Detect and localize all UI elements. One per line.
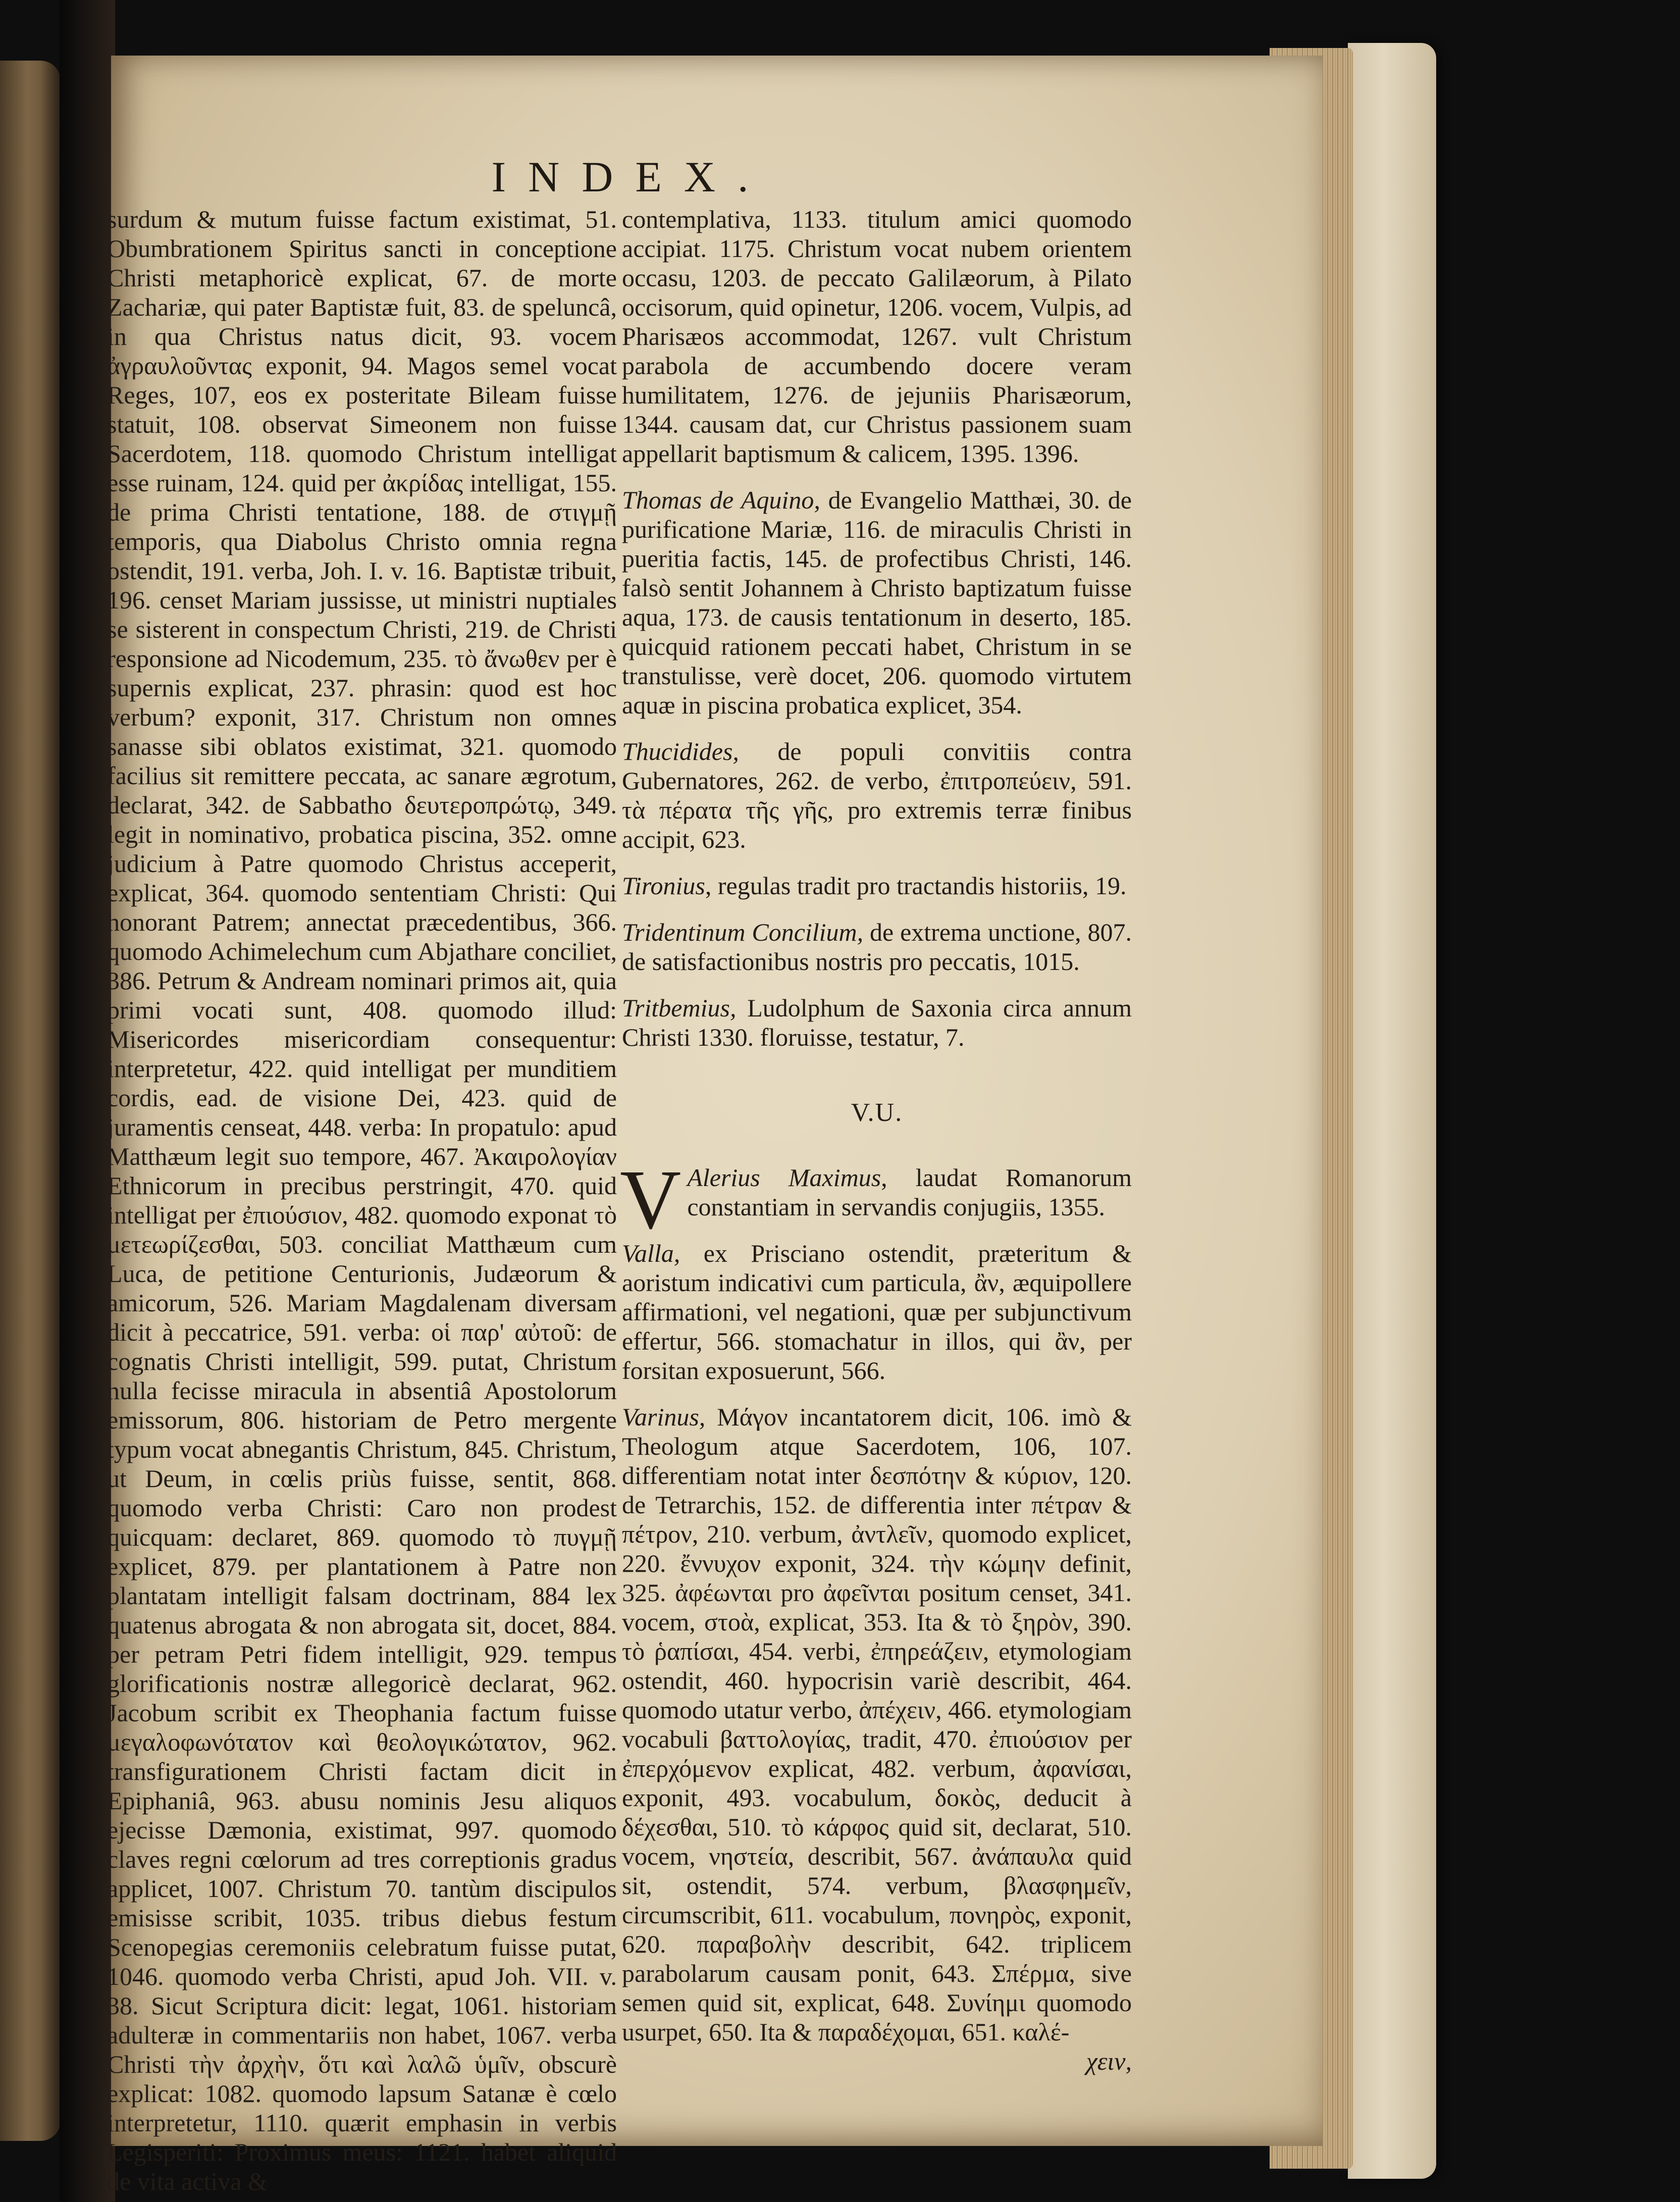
entry-text: de extrema unctione, 807. de satisfactionibus nostris pro peccatis, 1015. <box>622 918 1132 976</box>
entry-name: Alerius Maximus <box>687 1163 881 1192</box>
index-entry-varinus <box>622 1402 1132 2046</box>
entry-text: , laudat Romanorum constantiam in servandis conjugiis, 1355. <box>687 1163 1132 1221</box>
section-letter-heading: V.U. <box>851 1098 903 1127</box>
index-entry-thomas-de-aquino <box>622 485 1132 720</box>
facing-left-page-edge <box>0 61 61 2141</box>
entry-text: , regulas tradit pro tractandis historiis, 19. <box>705 872 1127 900</box>
entry-name: Tironius <box>622 872 705 900</box>
entry-text: Μάγον incantatorem dicit, 106. imò & Theologum atque Sacerdotem, 106, 107. differentiam notat inter δεσπότην & κύριον, 120. de Tetrarchis, 152. de differentia inter πέτραν & πέτρον, 210. verbum, ἀντλεῖν, quomodo explicet, 220. ἔννυχον exponit, 324. τὴν κώμην definit, 325. ἀφέωνται pro ἀφεῖνται positum censet, 341. vocem, στοὰ, explicat, 353. Ita & τὸ ξηρὸν, 390. τὸ ῥαπίσαι, 454. verbi, ἐπηρεάζειν, etymologiam ostendit, 460. hypocrisin variè describit, 464. quomodo utatur verbo, ἀπέχειν, 466. etymologiam vocabuli βαττολογίας, tradit, 470. ἐπιούσιον per ἐπερχόμενον explicat, 482. verbum, ἀφανίσαι, exponit, 493. vocabulum, δοκὸς, deducit à δέχεσθαι, 510. τὸ κάρφος quid sit, declarat, 510. vocem, νηστεία, describit, 567. ἀνάπαυλα quid sit, ostendit, 574. verbum, βλασφημεῖν, circumscribit, 611. vocabulum, πονηρὸς, exponit, 620. παραβολὴν describit, 642. triplicem parabolarum causam ponit, 643. Σπέρμα, sive semen quid sit, explicat, 648. Συνίημι quomodo usurpet, 650. Ita & παραδέχομαι, 651. καλέ- <box>622 1403 1132 2046</box>
entry-name: Tridentinum Concilium, <box>622 918 864 946</box>
entry-text: de Evangelio Matthæi, 30. de purificatione Mariæ, 116. de miraculis Christi in pueritia factis, 145. de profectibus Christi, 146. falsò sentit Johannem à Christo baptizatum fuisse aqua, 173. de causis tentationum in deserto, 185. quicquid rationem peccati habet, Christum in se transtulisse, verè docet, 206. quomodo virtutem aquæ in piscina probatica explicet, 354. <box>622 486 1132 719</box>
index-entry-thucidides <box>622 737 1132 854</box>
right-column <box>622 204 1132 2076</box>
entry-name: Thomas de Aquino, <box>622 486 820 514</box>
index-entry-continuation-left: surdum & mutum fuisse factum existimat, 51. Obumbrationem Spiritus sancti in conceptione Christi metaphoricè explicat, 67. de morte Zachariæ, qui pater Baptistæ fuit, 83. de speluncâ, in qua Christus natus dicit, 93. vocem ἀγραυλοῦντας exponit, 94. Magos semel vocat Reges, 107, eos ex posteritate Bileam fuisse statuit, 108. observat Simeonem non fuisse Sacerdotem, 118. quomodo Christum intelligat esse ruinam, 124. quid per ἀκρίδας intelligat, 155. de prima Christi tentatione, 188. de στιγμῇ temporis, qua Diabolus Christo omnia regna ostendit, 191. verba, Joh. I. v. 16. Baptistæ tribuit, 196. censet Mariam jussisse, ut ministri nuptiales se sisterent in conspectum Christi, 219. de Christi responsione ad Nicodemum, 235. τὸ ἄνωθεν per è supernis explicat, 237. phrasin: quod est hoc verbum? exponit, 317. Christum non omnes sanasse sibi oblatos existimat, 321. quomodo facilius sit remittere peccata, ac sanare ægrotum, declarat, 342. de Sabbatho δευτεροπρώτῳ, 349. legit in nominativo, probatica piscina, 352. omne judicium à Patre quomodo Christus acceperit, explicat, 364. quomodo sententiam Christi: Qui honorant Patrem; annectat præcedentibus, 366. quomodo Achimelechum cum Abjathare conciliet, 386. Petrum & Andream nominari primos ait, quia primi vocati sunt, 408. quomodo illud: Misericordes misericordiam consequentur: interpretetur, 422. quid intelligat per munditiem cordis, ead. de visione Dei, 423. quid de juramentis censeat, 448. verba: In propatulo: apud Matthæum legit suo tempore, 467. Ἀκαιρολογίαν Ethnicorum in precibus perstringit, 470. quid intelligat per ἐπιούσιον, 482. quomodo exponat τὸ μετεωρίζεσθαι, 503. conciliat Matthæum cum Luca, de petitione Centurionis, Judæorum & amicorum, 526. Mariam Magdalenam diversam dicit à peccatrice, 591. verba: οἱ παρ' αὐτοῦ: de cognatis Christi intelligit, 599. putat, Christum nulla fecisse miracula in absentiâ Apostolorum emissorum, 806. historiam de Petro mergente typum vocat abnegantis Christum, 845. Christum, ut Deum, in cœlis priùs fuisse, sentit, 868. quomodo verba Christi: Caro non prodest quicquam: declaret, 869. quomodo τὸ πυγμῇ explicet, 879. per plantationem à Patre non plantatam intelligit falsam doctrinam, 884 lex quatenus abrogata & non abrogata sit, docet, 884. per petram Petri fidem intelligit, 929. tempus glorificationis nostræ allegoricè declarat, 962. Jacobum scribit ex Theophania factum fuisse μεγαλοφωνότατον καὶ θεολογικώτατον, 962. transfigurationem Christi factam dicit in Epiphaniâ, 963. abusu nominis Jesu aliquos ejecisse Dæmonia, existimat, 997. quomodo claves regni cœlorum ad tres correptionis gradus applicet, 1007. Christum 70. tantùm discipulos emisisse scribit, 1035. tribus diebus festum Scenopegias ceremoniis celebratum fuisse putat, 1046. quomodo verba Christi, apud Joh. VII. v. 38. Sicut Scriptura dicit: legat, 1061. historiam adulteræ in commentariis non habet, 1067. verba Christi τὴν ἀρχὴν, ὅτι καὶ λαλῶ ὑμῖν, obscurè explicat: 1082. quomodo lapsum Satanæ è cœlo interpretetur, 1110. quærit emphasin in verbis Legisperiti: Proximus meus: 1121. habet aliquid de vita activa & <box>107 205 617 2195</box>
catchword: χειν, <box>1086 2047 1132 2075</box>
index-entry-valerius-maximus <box>620 1153 1132 1247</box>
entry-name: Thucidides, <box>622 737 739 765</box>
drop-cap-letter: V <box>620 1153 681 1247</box>
entry-name: Varinus, <box>622 1403 706 1431</box>
index-entry-tironius <box>622 871 1132 900</box>
running-head: INDEX. <box>491 152 771 201</box>
index-entry-tridentinum-concilium <box>622 917 1132 976</box>
entry-name: Valla, <box>622 1239 680 1267</box>
index-entry-valla <box>622 1239 1132 1385</box>
left-column <box>107 204 617 2196</box>
book-cover-edge <box>1348 43 1436 2179</box>
index-entry-continuation-right: contemplativa, 1133. titulum amici quomodo accipiat. 1175. Christum vocat nubem orientem occasu, 1203. de peccato Galilæorum, à Pilato occisorum, quid opinetur, 1206. vocem, Vulpis, ad Pharisæos accommodat, 1267. vult Christum parabola de accumbendo docere veram humilitatem, 1276. de jejuniis Pharisæorum, 1344. causam dat, cur Christus passionem suam appellarit baptismum & calicem, 1395. 1396. <box>622 205 1132 468</box>
entry-text: de populi convitiis contra Gubernatores, 262. de verbo, ἐπιτροπεύειν, 591. τὰ πέρατα τῆς γῆς, pro extremis terræ finibus accipit, 623. <box>622 737 1132 853</box>
entry-name: Tritbemius, <box>622 994 737 1022</box>
entry-text: ex Prisciano ostendit, præteritum & aoristum indicativi cum particula, ἂν, æquipollere affirmationi, vel negationi, quæ per subjunctivum effertur, 566. stomachatur in illos, qui ἂν, per forsitan exposuerunt, 566. <box>622 1239 1132 1385</box>
entry-text: Ludolphum de Saxonia circa annum Christi 1330. floruisse, testatur, 7. <box>622 994 1132 1051</box>
index-entry-tritbemius <box>622 993 1132 1052</box>
